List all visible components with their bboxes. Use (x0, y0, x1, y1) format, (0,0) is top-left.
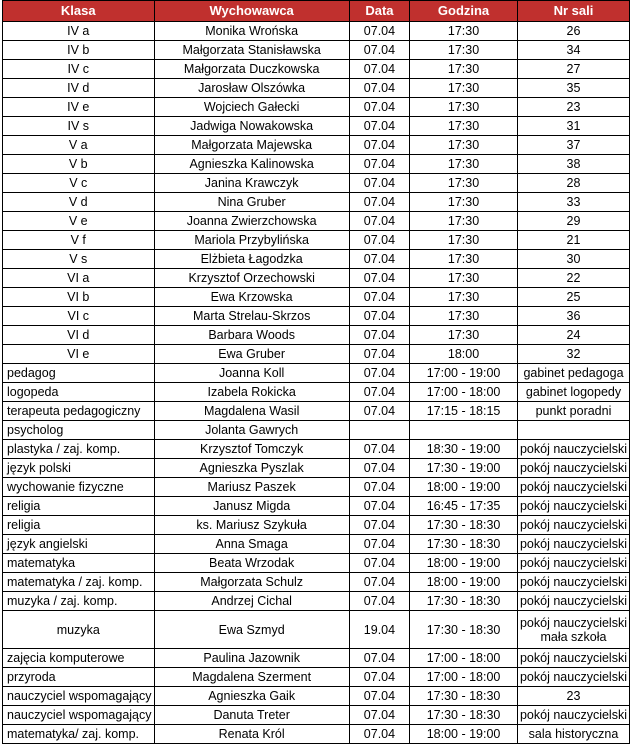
time-cell: 17:30 (410, 117, 518, 136)
teacher-cell: Magdalena Szerment (154, 668, 349, 687)
date-cell: 07.04 (349, 649, 409, 668)
time-cell: 17:30 - 18:30 (410, 706, 518, 725)
time-cell: 17:30 (410, 231, 518, 250)
room-cell: pokój nauczycielski (517, 516, 629, 535)
date-cell: 07.04 (349, 22, 409, 41)
table-row (3, 79, 630, 98)
teacher-cell: Agnieszka Kalinowska (154, 155, 349, 174)
teacher-cell: Danuta Treter (154, 706, 349, 725)
teacher-cell: Nina Gruber (154, 193, 349, 212)
time-cell: 17:15 - 18:15 (410, 402, 518, 421)
teacher-cell: ks. Mariusz Szykuła (154, 516, 349, 535)
time-cell: 17:30 - 18:30 (410, 611, 518, 649)
room-cell: sala historyczna (517, 725, 629, 744)
date-cell: 07.04 (349, 193, 409, 212)
klasa-cell: religia (3, 497, 155, 516)
teacher-cell: Jolanta Gawrych (154, 421, 349, 440)
room-cell: 28 (517, 174, 629, 193)
room-cell: 23 (517, 687, 629, 706)
header-klasa: Klasa (3, 1, 155, 22)
date-cell: 07.04 (349, 535, 409, 554)
date-cell: 07.04 (349, 364, 409, 383)
klasa-cell: matematyka/ zaj. komp. (3, 725, 155, 744)
room-cell: pokój nauczycielski (517, 668, 629, 687)
header-godzina: Godzina (410, 1, 518, 22)
date-cell: 07.04 (349, 687, 409, 706)
table-row (3, 250, 630, 269)
table-row (3, 345, 630, 364)
schedule-table (2, 0, 630, 744)
date-cell (349, 421, 409, 440)
teacher-cell: Agnieszka Gaik (154, 687, 349, 706)
room-cell: pokój nauczycielski (517, 497, 629, 516)
table-row (3, 402, 630, 421)
teacher-cell: Mariola Przybylińska (154, 231, 349, 250)
klasa-cell: IV c (3, 60, 155, 79)
date-cell: 07.04 (349, 554, 409, 573)
room-cell: pokój nauczycielski mała szkoła (517, 611, 629, 649)
date-cell: 07.04 (349, 269, 409, 288)
time-cell: 17:30 (410, 79, 518, 98)
room-cell: pokój nauczycielski (517, 706, 629, 725)
klasa-cell: matematyka / zaj. komp. (3, 573, 155, 592)
klasa-cell: pedagog (3, 364, 155, 383)
time-cell: 17:30 (410, 250, 518, 269)
header-wychowawca: Wychowawca (154, 1, 349, 22)
table-row (3, 725, 630, 744)
teacher-cell: Agnieszka Pyszlak (154, 459, 349, 478)
teacher-cell: Małgorzata Schulz (154, 573, 349, 592)
table-row (3, 440, 630, 459)
date-cell: 07.04 (349, 79, 409, 98)
table-row (3, 364, 630, 383)
klasa-cell: język polski (3, 459, 155, 478)
time-cell: 17:30 (410, 22, 518, 41)
date-cell: 07.04 (349, 41, 409, 60)
teacher-cell: Monika Wrońska (154, 22, 349, 41)
teacher-cell: Krzysztof Tomczyk (154, 440, 349, 459)
time-cell: 17:30 - 18:30 (410, 592, 518, 611)
klasa-cell: VI c (3, 307, 155, 326)
klasa-cell: V f (3, 231, 155, 250)
klasa-cell: psycholog (3, 421, 155, 440)
klasa-cell: IV a (3, 22, 155, 41)
teacher-cell: Ewa Gruber (154, 345, 349, 364)
klasa-cell: V b (3, 155, 155, 174)
klasa-cell: muzyka / zaj. komp. (3, 592, 155, 611)
time-cell: 17:30 (410, 269, 518, 288)
teacher-cell: Janusz Migda (154, 497, 349, 516)
teacher-cell: Anna Smaga (154, 535, 349, 554)
time-cell: 17:30 (410, 136, 518, 155)
room-cell: pokój nauczycielski (517, 459, 629, 478)
teacher-cell: Magdalena Wasil (154, 402, 349, 421)
date-cell: 07.04 (349, 478, 409, 497)
table-row (3, 383, 630, 402)
time-cell: 17:30 (410, 326, 518, 345)
room-cell: punkt poradni (517, 402, 629, 421)
room-cell: 33 (517, 193, 629, 212)
time-cell: 17:30 (410, 212, 518, 231)
time-cell: 17:30 (410, 307, 518, 326)
room-cell: 29 (517, 212, 629, 231)
teacher-cell: Andrzej Cichal (154, 592, 349, 611)
time-cell: 17:30 (410, 288, 518, 307)
table-row (3, 611, 630, 649)
klasa-cell: V s (3, 250, 155, 269)
room-cell: 38 (517, 155, 629, 174)
klasa-cell: terapeuta pedagogiczny (3, 402, 155, 421)
room-cell: pokój nauczycielski (517, 554, 629, 573)
time-cell: 17:30 (410, 193, 518, 212)
date-cell: 07.04 (349, 136, 409, 155)
klasa-cell: IV s (3, 117, 155, 136)
klasa-cell: przyroda (3, 668, 155, 687)
klasa-cell: matematyka (3, 554, 155, 573)
time-cell: 17:30 - 18:30 (410, 516, 518, 535)
klasa-cell: logopeda (3, 383, 155, 402)
teacher-cell: Krzysztof Orzechowski (154, 269, 349, 288)
table-row (3, 307, 630, 326)
teacher-cell: Małgorzata Duczkowska (154, 60, 349, 79)
table-row (3, 117, 630, 136)
teacher-cell: Paulina Jazownik (154, 649, 349, 668)
date-cell: 07.04 (349, 668, 409, 687)
date-cell: 07.04 (349, 307, 409, 326)
date-cell: 07.04 (349, 345, 409, 364)
table-row (3, 41, 630, 60)
date-cell: 07.04 (349, 516, 409, 535)
room-cell: 36 (517, 307, 629, 326)
table-row (3, 193, 630, 212)
table-row (3, 212, 630, 231)
table-row (3, 592, 630, 611)
room-cell: pokój nauczycielski (517, 535, 629, 554)
time-cell (410, 421, 518, 440)
teacher-cell: Joanna Zwierzchowska (154, 212, 349, 231)
teacher-cell: Małgorzata Stanisławska (154, 41, 349, 60)
date-cell: 07.04 (349, 706, 409, 725)
room-cell: 24 (517, 326, 629, 345)
klasa-cell: VI a (3, 269, 155, 288)
room-cell: 21 (517, 231, 629, 250)
table-row (3, 687, 630, 706)
room-cell (517, 421, 629, 440)
table-row (3, 535, 630, 554)
date-cell: 07.04 (349, 383, 409, 402)
room-cell: pokój nauczycielski (517, 649, 629, 668)
room-cell: pokój nauczycielski (517, 440, 629, 459)
klasa-cell: nauczyciel wspomagający (3, 706, 155, 725)
klasa-cell: IV b (3, 41, 155, 60)
klasa-cell: zajęcia komputerowe (3, 649, 155, 668)
table-row (3, 459, 630, 478)
table-row (3, 98, 630, 117)
klasa-cell: IV e (3, 98, 155, 117)
teacher-cell: Beata Wrzodak (154, 554, 349, 573)
header-data: Data (349, 1, 409, 22)
time-cell: 18:00 - 19:00 (410, 554, 518, 573)
date-cell: 19.04 (349, 611, 409, 649)
time-cell: 17:30 - 18:30 (410, 535, 518, 554)
room-cell: pokój nauczycielski (517, 573, 629, 592)
room-cell: 22 (517, 269, 629, 288)
time-cell: 17:30 - 19:00 (410, 459, 518, 478)
date-cell: 07.04 (349, 98, 409, 117)
date-cell: 07.04 (349, 725, 409, 744)
room-cell: 34 (517, 41, 629, 60)
klasa-cell: wychowanie fizyczne (3, 478, 155, 497)
teacher-cell: Małgorzata Majewska (154, 136, 349, 155)
room-cell: 31 (517, 117, 629, 136)
teacher-cell: Izabela Rokicka (154, 383, 349, 402)
date-cell: 07.04 (349, 440, 409, 459)
teacher-cell: Marta Strelau-Skrzos (154, 307, 349, 326)
klasa-cell: język angielski (3, 535, 155, 554)
date-cell: 07.04 (349, 60, 409, 79)
time-cell: 18:00 (410, 345, 518, 364)
table-row (3, 174, 630, 193)
klasa-cell: plastyka / zaj. komp. (3, 440, 155, 459)
room-cell: 26 (517, 22, 629, 41)
time-cell: 18:00 - 19:00 (410, 573, 518, 592)
room-cell: gabinet logopedy (517, 383, 629, 402)
teacher-cell: Elżbieta Łagodzka (154, 250, 349, 269)
teacher-cell: Barbara Woods (154, 326, 349, 345)
teacher-cell: Jadwiga Nowakowska (154, 117, 349, 136)
table-row (3, 706, 630, 725)
date-cell: 07.04 (349, 155, 409, 174)
room-cell: 35 (517, 79, 629, 98)
klasa-cell: nauczyciel wspomagający (3, 687, 155, 706)
date-cell: 07.04 (349, 592, 409, 611)
klasa-cell: muzyka (3, 611, 155, 649)
table-row (3, 516, 630, 535)
teacher-cell: Janina Krawczyk (154, 174, 349, 193)
date-cell: 07.04 (349, 497, 409, 516)
time-cell: 16:45 - 17:35 (410, 497, 518, 516)
date-cell: 07.04 (349, 459, 409, 478)
table-row (3, 326, 630, 345)
time-cell: 17:30 (410, 155, 518, 174)
room-cell: 32 (517, 345, 629, 364)
date-cell: 07.04 (349, 250, 409, 269)
table-row (3, 668, 630, 687)
klasa-cell: V e (3, 212, 155, 231)
teacher-cell: Renata Król (154, 725, 349, 744)
time-cell: 17:00 - 18:00 (410, 383, 518, 402)
room-cell: 27 (517, 60, 629, 79)
time-cell: 18:00 - 19:00 (410, 725, 518, 744)
table-row (3, 649, 630, 668)
klasa-cell: IV d (3, 79, 155, 98)
klasa-cell: VI d (3, 326, 155, 345)
room-cell: 30 (517, 250, 629, 269)
room-cell: pokój nauczycielski (517, 592, 629, 611)
teacher-cell: Ewa Krzowska (154, 288, 349, 307)
room-cell: 23 (517, 98, 629, 117)
table-row (3, 22, 630, 41)
room-cell: 37 (517, 136, 629, 155)
date-cell: 07.04 (349, 573, 409, 592)
table-row (3, 573, 630, 592)
time-cell: 17:00 - 19:00 (410, 364, 518, 383)
date-cell: 07.04 (349, 402, 409, 421)
time-cell: 18:00 - 19:00 (410, 478, 518, 497)
table-row (3, 554, 630, 573)
time-cell: 17:30 (410, 60, 518, 79)
time-cell: 17:30 (410, 41, 518, 60)
table-row (3, 60, 630, 79)
time-cell: 17:00 - 18:00 (410, 668, 518, 687)
time-cell: 17:30 (410, 174, 518, 193)
table-row (3, 231, 630, 250)
time-cell: 17:30 - 18:30 (410, 687, 518, 706)
klasa-cell: V a (3, 136, 155, 155)
teacher-cell: Mariusz Paszek (154, 478, 349, 497)
table-row (3, 421, 630, 440)
klasa-cell: V d (3, 193, 155, 212)
date-cell: 07.04 (349, 288, 409, 307)
date-cell: 07.04 (349, 212, 409, 231)
teacher-cell: Ewa Szmyd (154, 611, 349, 649)
time-cell: 17:00 - 18:00 (410, 649, 518, 668)
room-cell: 25 (517, 288, 629, 307)
klasa-cell: religia (3, 516, 155, 535)
klasa-cell: V c (3, 174, 155, 193)
teacher-cell: Joanna Koll (154, 364, 349, 383)
table-row (3, 269, 630, 288)
time-cell: 18:30 - 19:00 (410, 440, 518, 459)
table-row (3, 136, 630, 155)
table-row (3, 497, 630, 516)
klasa-cell: VI b (3, 288, 155, 307)
header-nr-sali: Nr sali (517, 1, 629, 22)
table-row (3, 478, 630, 497)
klasa-cell: VI e (3, 345, 155, 364)
table-row (3, 288, 630, 307)
teacher-cell: Jarosław Olszówka (154, 79, 349, 98)
room-cell: pokój nauczycielski (517, 478, 629, 497)
date-cell: 07.04 (349, 174, 409, 193)
date-cell: 07.04 (349, 326, 409, 345)
teacher-cell: Wojciech Gałecki (154, 98, 349, 117)
table-row (3, 155, 630, 174)
time-cell: 17:30 (410, 98, 518, 117)
header-row (3, 1, 630, 22)
room-cell: gabinet pedagoga (517, 364, 629, 383)
date-cell: 07.04 (349, 117, 409, 136)
date-cell: 07.04 (349, 231, 409, 250)
